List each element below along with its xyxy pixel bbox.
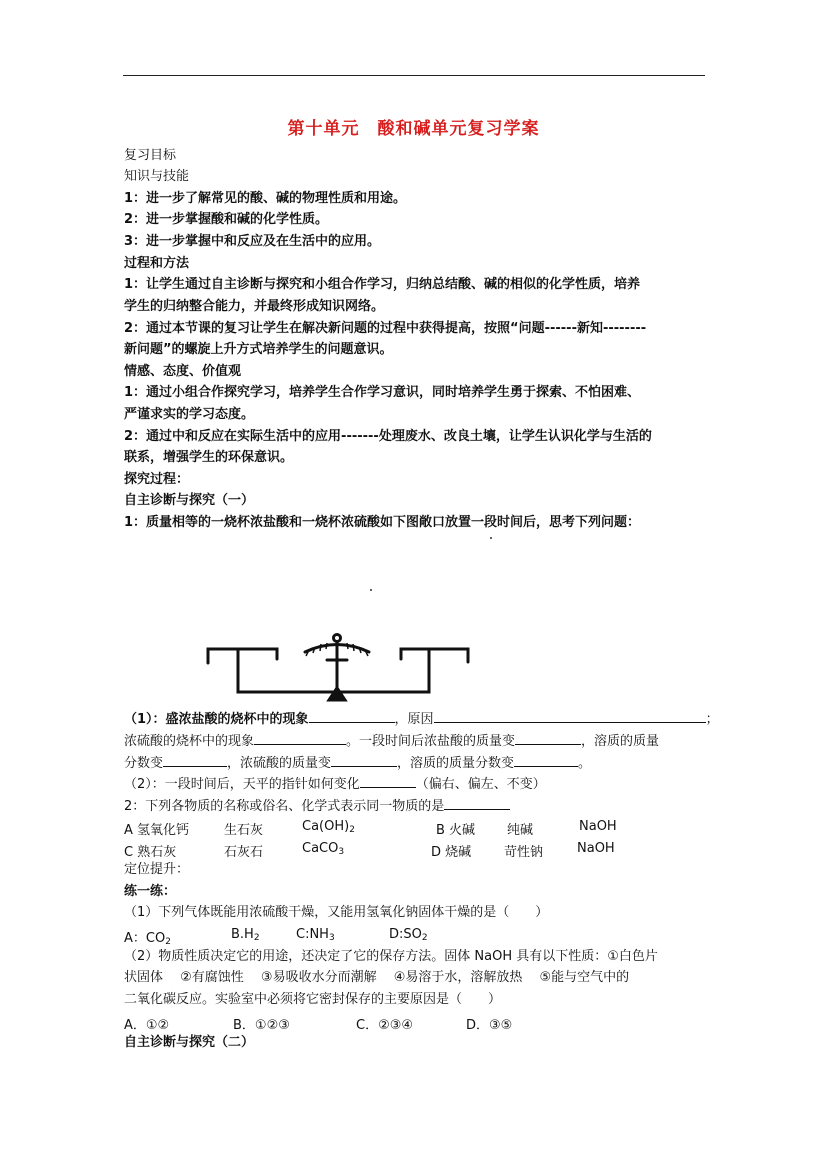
q1-2-prefix: （2）：一段时间后，天平的指针如何变化 xyxy=(124,777,360,792)
practice-q1-option-b xyxy=(231,927,260,943)
q1-part-2 xyxy=(124,775,546,793)
practice-q1: （1）下列气体既能用浓硫酸干燥，又能用氢氧化钠固体干燥的是（ ） xyxy=(124,905,549,920)
practice-q2-option-a: A．①② xyxy=(124,1018,170,1033)
knowledge-item-2: 2：进一步掌握酸和碱的化学性质。 xyxy=(124,212,329,227)
q1-1b-mid: 。一段时间后浓盐酸的质量变 xyxy=(346,734,516,749)
q2-option-d-name: 苛性钠 xyxy=(504,845,544,860)
answer-blank[interactable] xyxy=(515,732,581,745)
q2-option-a-formula xyxy=(302,819,355,835)
q1-1-prefix: （1）：盛浓盐酸的烧杯中的现象 xyxy=(124,712,309,727)
practice-q2-line-c: 二氧化碳反应。实验室中必须将它密封保存的主要原因是（ ） xyxy=(124,992,502,1007)
practice-q2-option-c: C．②③④ xyxy=(356,1018,414,1033)
q2-option-b-formula: NaOH xyxy=(579,819,617,834)
formula-sub: 2 xyxy=(165,937,171,947)
q1-part-1-line-b xyxy=(124,732,659,750)
q2-option-a-label: A 氢氧化钙 xyxy=(124,823,190,838)
question-1: 1：质量相等的一烧杯浓盐酸和一烧杯浓硫酸如下图敞口放置一段时间后，思考下列问题： xyxy=(124,515,641,530)
process-heading: 过程和方法 xyxy=(124,256,190,271)
emotion-item-2b: 联系，增强学生的环保意识。 xyxy=(124,450,294,465)
practice-q1-option-a xyxy=(124,927,171,947)
formula-sub: 3 xyxy=(328,933,335,943)
emotion-item-1a: 1：通过小组合作探究学习，培养学生合作学习意识，同时培养学生勇于探索、不怕困难、 xyxy=(124,385,641,400)
question-2 xyxy=(124,797,510,815)
knowledge-item-1: 1：进一步了解常见的酸、碱的物理性质和用途。 xyxy=(124,191,407,206)
option-text: B.H xyxy=(231,927,254,942)
answer-blank[interactable] xyxy=(514,754,578,767)
q1-part-1-line-a xyxy=(124,710,719,728)
process-item-2a: 2：通过本节课的复习让学生在解决新问题的过程中获得提高，按照“问题------新知-------- xyxy=(124,321,647,336)
formula-sub: 2 xyxy=(349,825,355,835)
q2-stem: 2：下列各物质的名称或俗名、化学式表示同一物质的是 xyxy=(124,799,445,814)
balance-figure xyxy=(195,525,495,705)
lift-heading: 定位提升： xyxy=(124,862,190,877)
option-text: A：CO xyxy=(124,931,166,946)
process-item-1b: 学生的归纳整合能力，并最终形成知识网络。 xyxy=(124,299,385,314)
practice-q1-option-c xyxy=(296,927,335,943)
formula-text: Ca(OH) xyxy=(302,819,350,834)
option-text: C:NH xyxy=(296,927,329,942)
practice-q1-option-d xyxy=(389,927,428,943)
process-item-1a: 1：让学生通过自主诊断与探究和小组合作学习，归纳总结酸、碱的相似的化学性质，培养 xyxy=(124,277,641,292)
section-1-heading: 自主诊断与探究（一） xyxy=(124,493,255,508)
goals-heading: 复习目标 xyxy=(124,148,177,163)
q1-1-reason-label: ，原因 xyxy=(394,712,434,727)
header-rule xyxy=(123,75,705,76)
q1-2-end: （偏右、偏左、不变） xyxy=(415,777,546,792)
q1-1-end: ； xyxy=(705,712,719,727)
q1-1b-prefix: 浓硫酸的烧杯中的现象 xyxy=(124,734,255,749)
practice-q2-option-b: B．①②③ xyxy=(233,1018,290,1033)
answer-blank[interactable] xyxy=(254,732,346,745)
answer-blank[interactable] xyxy=(434,710,706,723)
q2-option-a-name: 生石灰 xyxy=(224,823,264,838)
q2-option-c-formula xyxy=(302,841,344,857)
explore-heading: 探究过程： xyxy=(124,472,190,487)
q2-option-b-name: 纯碱 xyxy=(507,823,534,838)
emotion-item-2a: 2：通过中和反应在实际生活中的应用-------处理废水、改良土壤，让学生认识化学与生活的 xyxy=(124,429,652,444)
section-2-heading: 自主诊断与探究（二） xyxy=(124,1035,255,1050)
q1-part-1-line-c xyxy=(124,754,591,772)
formula-sub: 2 xyxy=(421,933,428,943)
q1-1b-end: ，溶质的质量 xyxy=(581,734,660,749)
answer-blank[interactable] xyxy=(444,797,510,810)
q1-1c-mid2: ，溶质的质量分数变 xyxy=(397,756,515,771)
answer-blank[interactable] xyxy=(360,775,416,788)
q2-option-c-label: C 熟石灰 xyxy=(124,845,177,860)
q1-1c-mid: ，浓硫酸的质量变 xyxy=(227,756,332,771)
formula-text: CaCO xyxy=(302,841,339,856)
practice-heading: 练一练： xyxy=(124,884,177,899)
option-text: D:SO xyxy=(389,927,422,942)
emotion-item-1b: 严谨求实的学习态度。 xyxy=(124,407,255,422)
knowledge-item-3: 3：进一步掌握中和反应及在生活中的应用。 xyxy=(124,234,381,249)
q2-option-d-formula: NaOH xyxy=(577,841,615,856)
answer-blank[interactable] xyxy=(331,754,397,767)
q2-option-c-name: 石灰石 xyxy=(224,845,264,860)
process-item-2b: 新问题”的螺旋上升方式培养学生的问题意识。 xyxy=(124,342,393,357)
practice-q2-line-b: 状固体 ②有腐蚀性 ③易吸收水分而潮解 ④易溶于水，溶解放热 ⑤能与空气中的 xyxy=(124,970,630,985)
emotion-heading: 情感、态度、价值观 xyxy=(124,364,242,379)
knowledge-heading: 知识与技能 xyxy=(124,169,190,184)
practice-q2-option-d: D．③⑤ xyxy=(466,1018,513,1033)
formula-sub: 3 xyxy=(338,847,345,857)
answer-blank[interactable] xyxy=(309,710,395,723)
document-title: 第十单元 酸和碱单元复习学案 xyxy=(287,119,540,139)
q2-option-d-label: D 烧碱 xyxy=(431,845,472,860)
formula-sub: 2 xyxy=(253,933,260,943)
q2-option-b-label: B 火碱 xyxy=(436,823,476,838)
q1-1c-prefix: 分数变 xyxy=(124,756,164,771)
practice-q2-line-a: （2）物质性质决定它的用途，还决定了它的保存方法。固体 NaOH 具有以下性质：①白色片 xyxy=(124,949,658,964)
answer-blank[interactable] xyxy=(163,754,227,767)
q1-1c-end: 。 xyxy=(578,756,592,771)
